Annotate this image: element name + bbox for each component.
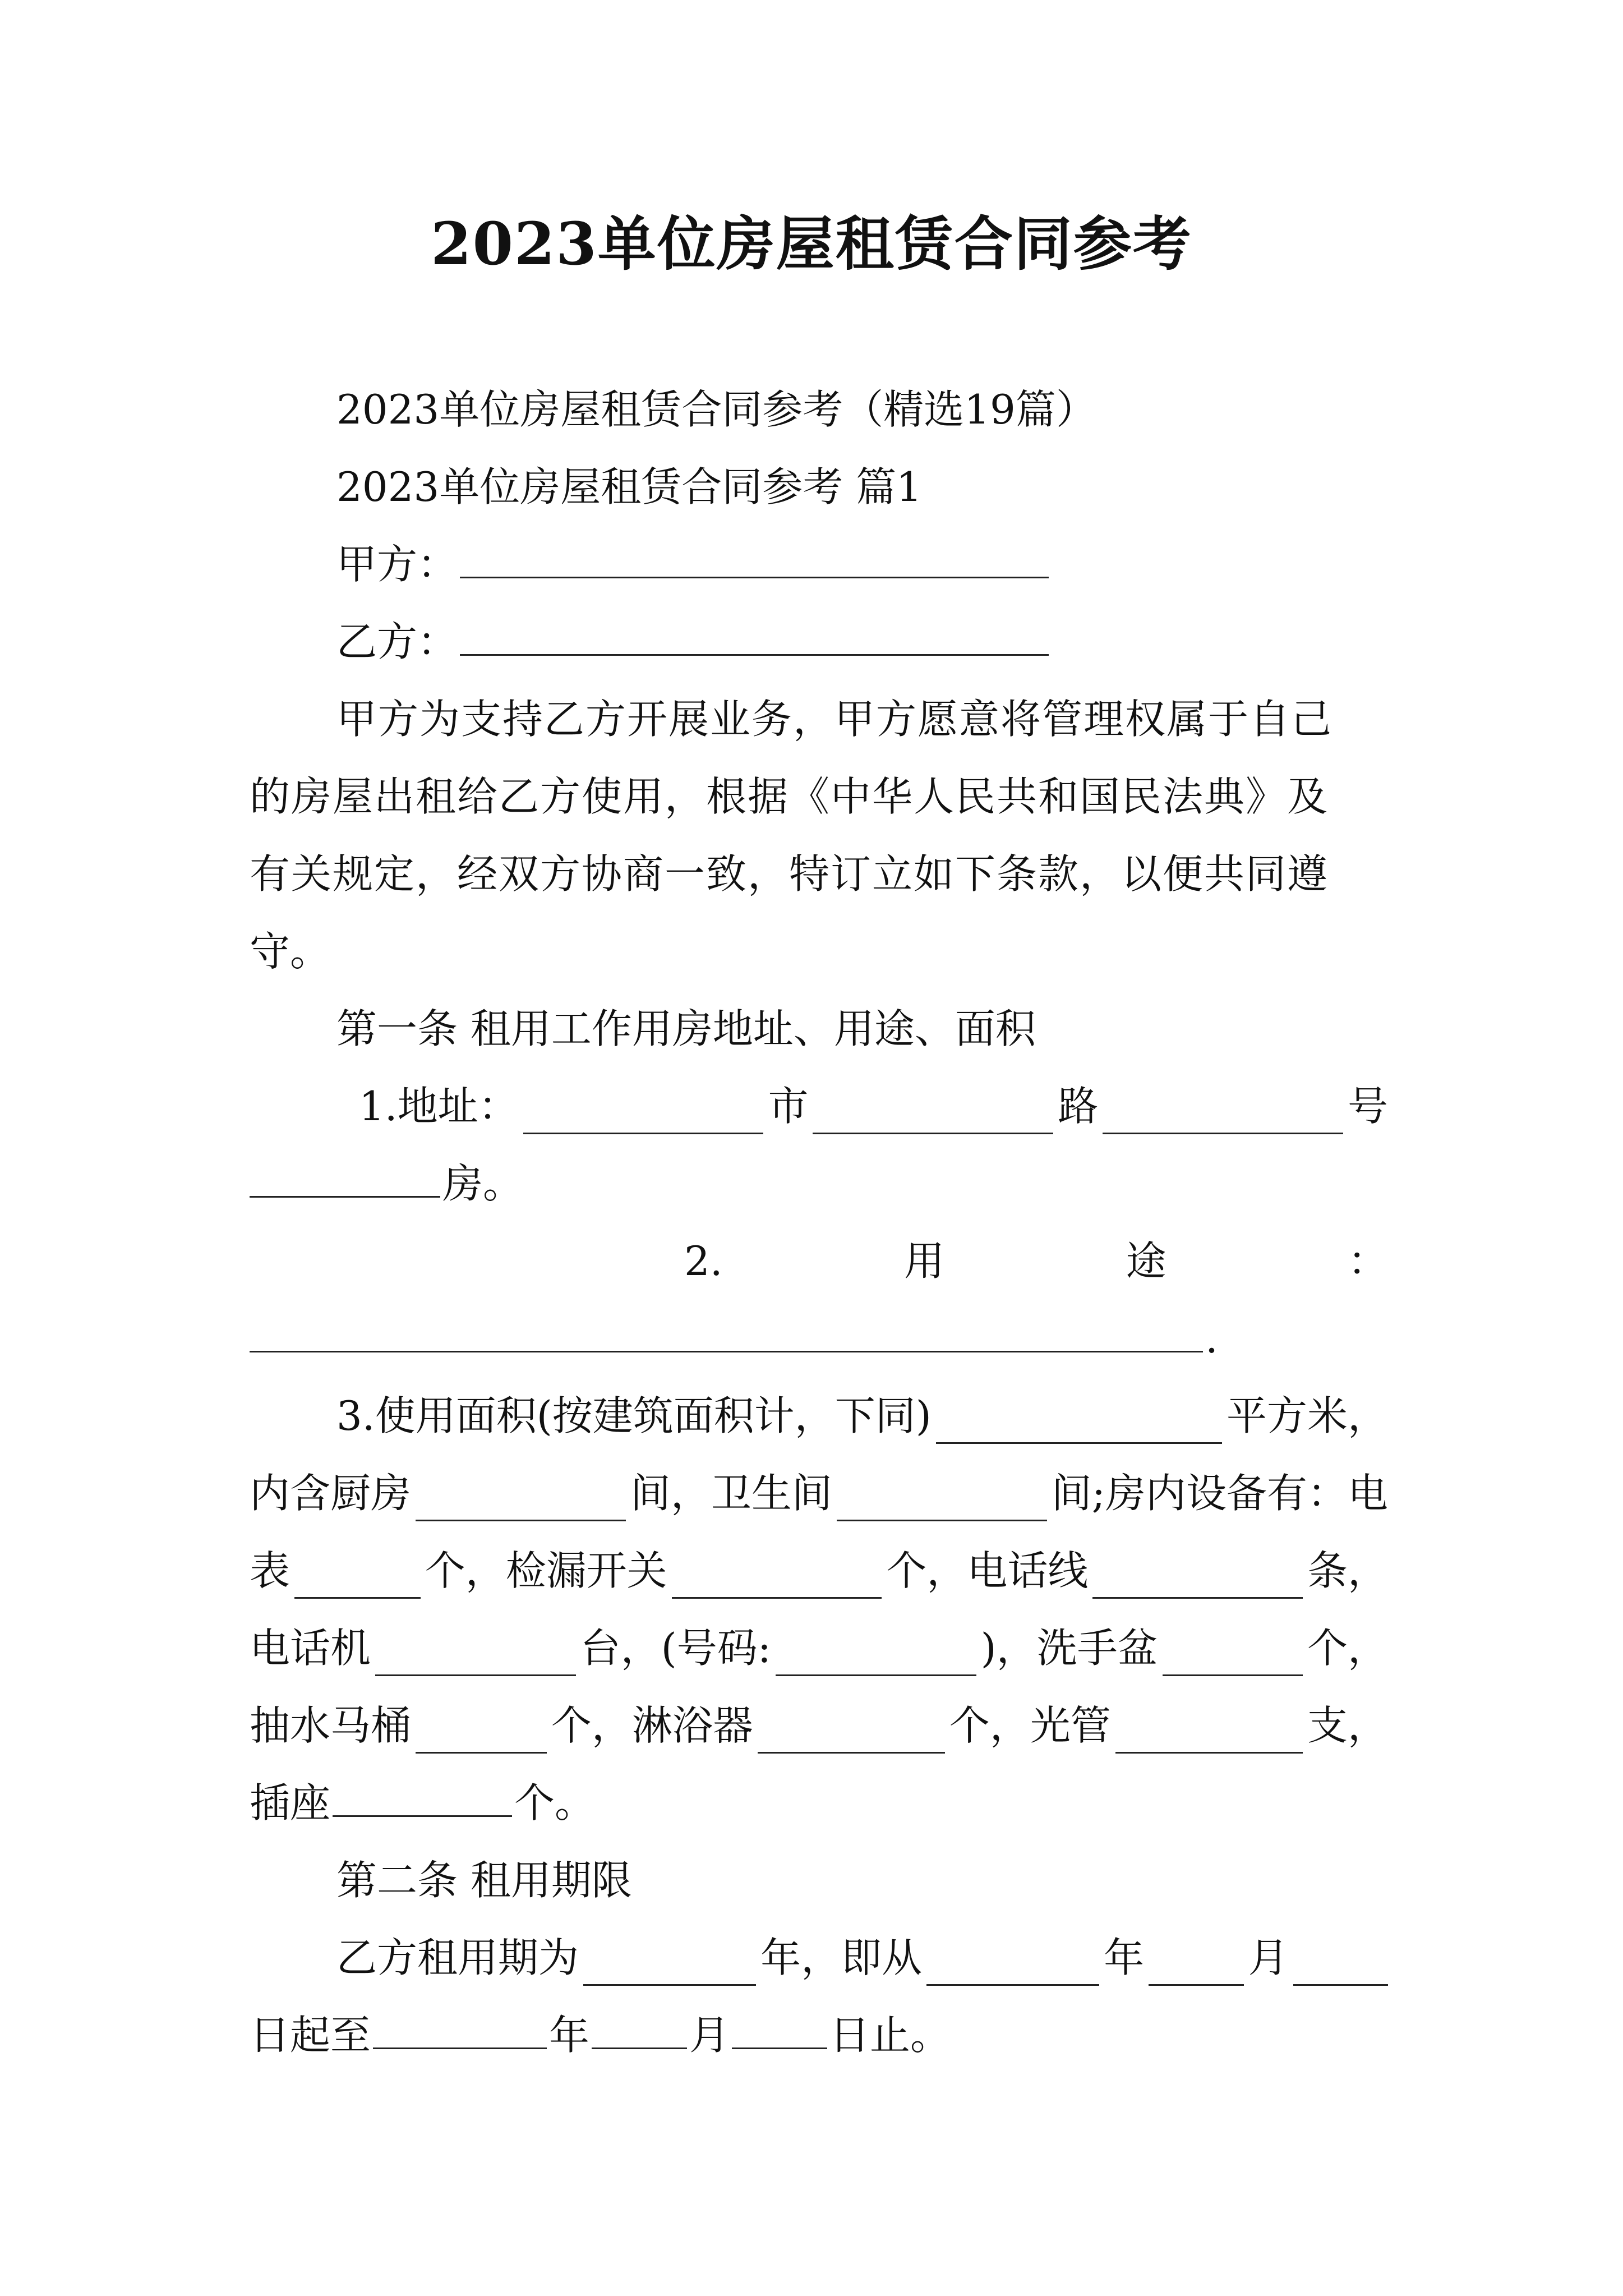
road-label: 路 [1058, 1083, 1099, 1130]
end-day-label: 日止。 [829, 2012, 951, 2059]
end-year-blank[interactable] [373, 2013, 547, 2049]
phone-line-blank[interactable] [1092, 1558, 1303, 1599]
term-years-blank[interactable] [583, 1945, 756, 1986]
party-a-label: 甲方： [336, 541, 458, 588]
use-blank[interactable] [250, 1316, 1203, 1352]
bathroom-label: 间，卫生间 [630, 1470, 832, 1517]
area-line-1 [336, 1388, 1388, 1444]
kitchen-blank[interactable] [416, 1480, 626, 1521]
term-line-1 [336, 1930, 1388, 1986]
equipment-label: 间;房内设备有：电 [1051, 1470, 1389, 1517]
intro-line-3: 有关规定，经双方协商一致，特订立如下条款，以便共同遵 [250, 850, 1329, 898]
party-a-line [336, 536, 1388, 592]
intro-line-4: 守。 [250, 928, 331, 975]
phone-number-label: 台，(号码: [580, 1625, 771, 1672]
article-2-title: 第二条 租用期限 [336, 1857, 632, 1904]
telephone-blank[interactable] [375, 1635, 576, 1676]
toilet-blank[interactable] [416, 1713, 547, 1754]
tube-light-blank[interactable] [1115, 1713, 1303, 1754]
number-blank[interactable] [1103, 1093, 1343, 1134]
socket-blank[interactable] [333, 1780, 512, 1817]
area-line-4 [250, 1620, 1388, 1676]
leak-switch-label: 个，检漏开关 [425, 1547, 667, 1594]
shower-blank[interactable] [758, 1713, 945, 1754]
term-line-2 [250, 2007, 1388, 2063]
meter-label: 表 [250, 1547, 291, 1594]
phone-line-label: 个，电话线 [886, 1547, 1089, 1594]
start-year-label: 年 [1104, 1934, 1145, 1981]
end-year-label: 年 [549, 2012, 590, 2059]
use-blank-line [250, 1310, 1388, 1366]
meter-blank[interactable] [294, 1558, 421, 1599]
from-label: 年，即从 [760, 1934, 923, 1981]
address-label: 1.地址： [359, 1083, 519, 1130]
city-blank[interactable] [523, 1093, 764, 1134]
city-label: 市 [768, 1083, 809, 1130]
area-unit: 平方米， [1226, 1392, 1388, 1439]
party-b-label: 乙方： [336, 618, 458, 665]
use-colon: ： [1347, 1237, 1388, 1285]
phone-line-unit: 条， [1307, 1547, 1388, 1594]
party-b-line [336, 614, 1388, 670]
document-title: 2023单位房屋租赁合同参考 [431, 209, 1192, 278]
address-line [359, 1078, 1388, 1134]
party-a-blank[interactable] [460, 542, 1049, 578]
intro-line-1: 甲方为支持乙方开展业务，甲方愿意将管理权属于自己 [336, 696, 1333, 743]
use-line [684, 1233, 1388, 1289]
until-label: 日起至 [250, 2012, 371, 2059]
end-month-label: 月 [689, 2012, 730, 2059]
use-char-1: 用 [904, 1237, 945, 1285]
area-line-5 [250, 1697, 1388, 1754]
washbasin-label: )，洗手盆 [980, 1625, 1158, 1672]
end-day-blank[interactable] [732, 2013, 827, 2049]
socket-label: 插座 [250, 1779, 331, 1826]
area-line-3 [250, 1543, 1388, 1599]
kitchen-label: 内含厨房 [250, 1470, 412, 1517]
use-end: . [1205, 1315, 1218, 1362]
article-1-title: 第一条 租用工作用房地址、用途、面积 [336, 1005, 1036, 1052]
socket-unit: 个。 [514, 1779, 596, 1826]
intro-line-2: 的房屋出租给乙方使用，根据《中华人民共和国民法典》及 [250, 773, 1329, 820]
tube-light-unit: 支， [1307, 1702, 1388, 1749]
end-month-blank[interactable] [592, 2013, 687, 2049]
area-text: 3.使用面积(按建筑面积计，下同) [336, 1392, 932, 1439]
telephone-label: 电话机 [250, 1625, 371, 1672]
area-line-6 [250, 1775, 1388, 1831]
start-day-blank[interactable] [1293, 1945, 1388, 1986]
use-char-2: 途 [1126, 1237, 1166, 1285]
tube-light-label: 个，光管 [949, 1702, 1111, 1749]
road-blank[interactable] [813, 1093, 1053, 1134]
area-blank[interactable] [936, 1403, 1222, 1444]
leak-switch-blank[interactable] [672, 1558, 882, 1599]
use-number: 2. [684, 1237, 723, 1285]
party-b-blank[interactable] [460, 619, 1049, 656]
room-line [250, 1156, 1388, 1212]
area-line-2 [250, 1465, 1388, 1521]
start-month-label: 月 [1248, 1934, 1289, 1981]
term-label: 乙方租用期为 [336, 1934, 579, 1981]
shower-label: 个，淋浴器 [551, 1702, 753, 1749]
toilet-label: 抽水马桶 [250, 1702, 412, 1749]
room-blank[interactable] [250, 1161, 440, 1198]
section-heading: 2023单位房屋租赁合同参考 篇1 [336, 463, 922, 510]
bathroom-blank[interactable] [837, 1480, 1047, 1521]
start-month-blank[interactable] [1149, 1945, 1243, 1986]
subtitle: 2023单位房屋租赁合同参考（精选19篇） [336, 386, 1096, 433]
washbasin-blank[interactable] [1163, 1635, 1303, 1676]
number-label: 号 [1347, 1083, 1388, 1130]
phone-number-blank[interactable] [776, 1635, 976, 1676]
washbasin-unit: 个， [1307, 1625, 1388, 1672]
start-year-blank[interactable] [926, 1945, 1099, 1986]
room-label: 房。 [442, 1160, 524, 1207]
